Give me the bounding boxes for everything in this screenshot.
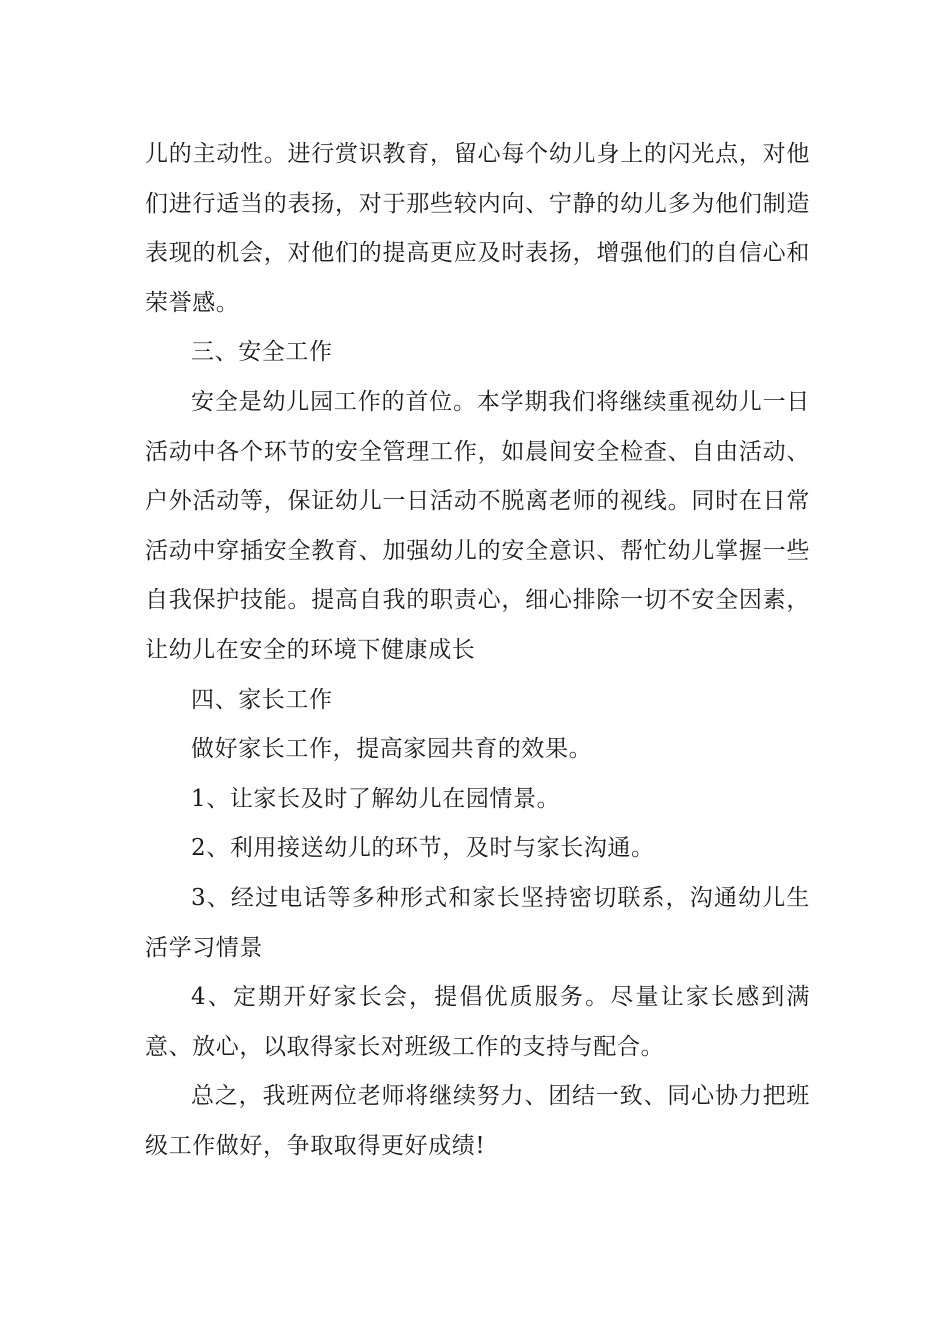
paragraph-safety: 安全是幼儿园工作的首位。本学期我们将继续重视幼儿一日活动中各个环节的安全管理工作，如晨间安全检查、自由活动、户外活动等，保证幼儿一日活动不脱离老师的视线。同时在日常活动中穿插安全教育、加强幼儿的安全意识、帮忙幼儿掌握一些自我保护技能。提高自我的职责心，细心排除一切不安全因素，让幼儿在安全的环境下健康成长 [145,388,810,663]
paragraph-parents-intro: 做好家长工作，提高家园共育的效果。 [191,736,593,763]
list-item-4: 4、定期开好家长会，提倡优质服务。尽量让家长感到满意、放心，以取得家长对班级工作的支持与配合。 [145,984,810,1060]
section-heading-parents: 四、家长工作 [191,686,333,713]
list-item-2: 2、利用接送幼儿的环节，及时与家长沟通。 [191,835,655,862]
paragraph-conclusion: 总之，我班两位老师将继续努力、团结一致、同心协力把班级工作做好，争取取得更好成绩! [145,1083,810,1159]
list-item-1: 1、让家长及时了解幼儿在园情景。 [191,785,561,812]
list-item-3: 3、经过电话等多种形式和家长坚持密切联系，沟通幼儿生活学习情景 [145,884,810,961]
paragraph-continuation: 儿的主动性。进行赏识教育，留心每个幼儿身上的闪光点，对他们进行适当的表扬，对于那些较内向、宁静的幼儿多为他们制造表现的机会，对他们的提高更应及时表扬，增强他们的自信心和荣誉感。 [145,141,810,316]
document-body [145,130,810,1171]
section-heading-safety: 三、安全工作 [191,339,333,366]
